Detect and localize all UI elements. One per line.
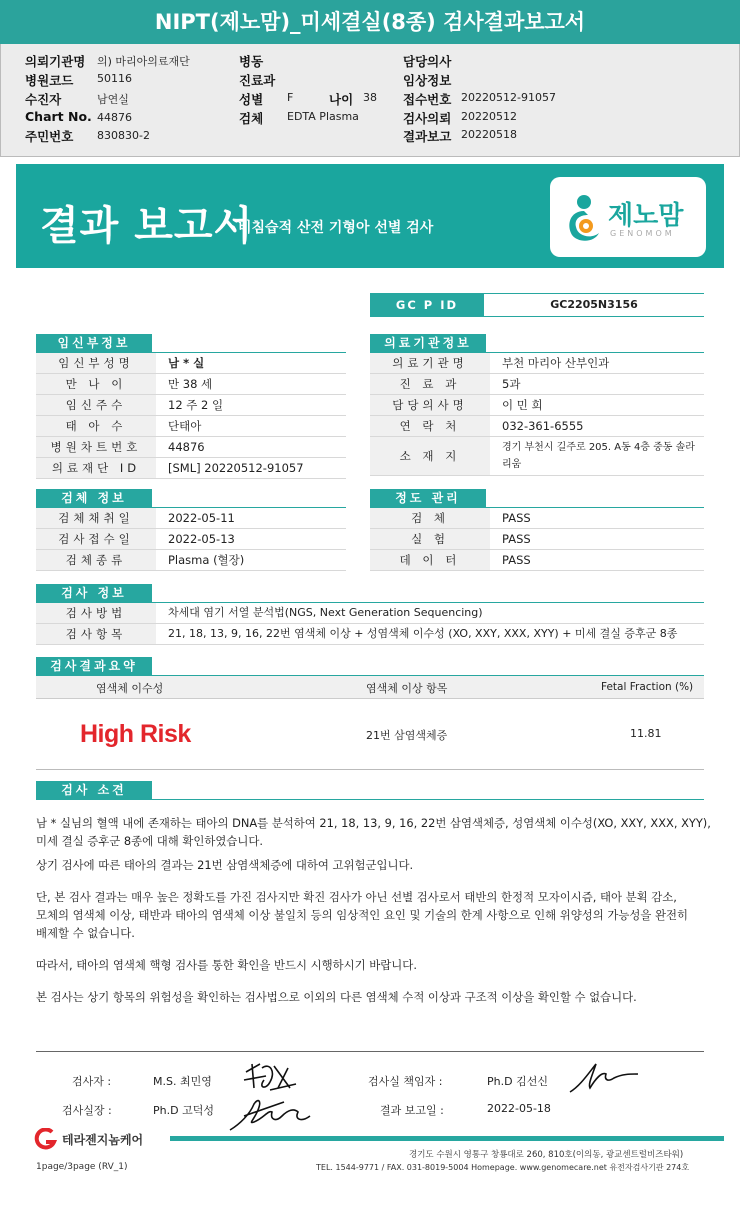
info-row-key: 검 체 [370, 508, 490, 528]
footer-bar [170, 1136, 724, 1141]
info-row-key: 검사항목 [36, 624, 156, 644]
info-row-value: 만 38 세 [168, 377, 213, 391]
info-row-key: 의료재단 ID [36, 458, 156, 478]
company-address: 경기도 수원시 영통구 창룡대로 260, 810호(이의동, 광교센트럴비즈타워) [409, 1150, 684, 1160]
findings-section [36, 781, 704, 800]
logo-mother-icon [562, 193, 606, 243]
info-row-value: 21, 18, 13, 9, 16, 22번 염색체 이상 + 성염색체 이수성 (XO, XXY, XXX, XYY) + 미세 결실 증후군 8종 [168, 627, 678, 640]
logo-text: 제노맘 [608, 201, 684, 231]
chief-signature-icon [566, 1058, 642, 1098]
fetal-fraction-value: 11.81 [630, 727, 662, 740]
info-row-key: 병원차트번호 [36, 437, 156, 457]
info-row-key: 연 락 처 [370, 416, 490, 436]
info-row [370, 508, 704, 529]
institution-value: 의) 마리아의료재단 [97, 55, 190, 68]
info-row-key: 의료기관명 [370, 353, 490, 373]
info-row [36, 374, 346, 395]
info-row [36, 603, 704, 624]
findings-heading: 검사 소견 [36, 781, 152, 799]
director-signature-icon [224, 1094, 314, 1134]
qc-section [370, 489, 704, 571]
info-row [36, 353, 346, 374]
findings-text [36, 814, 716, 1006]
info-row [36, 437, 346, 458]
info-row-key: 태 아 수 [36, 416, 156, 436]
info-row [36, 529, 346, 550]
info-row [370, 416, 704, 437]
banner-title: 결과 보고서 [40, 203, 254, 249]
info-row-value: 12 주 2 일 [168, 398, 224, 412]
info-row-value: 2022-05-11 [168, 511, 235, 525]
address-key: 소 재 지 [370, 437, 490, 475]
age-value: 38 [363, 91, 377, 104]
specimen-info-section [36, 489, 346, 571]
info-row [36, 508, 346, 529]
info-row-value: 단태아 [168, 419, 202, 433]
hospital-code-label: 병원코드 [25, 73, 74, 88]
pregnant-info-heading: 임신부정보 [36, 334, 152, 352]
sex-value: F [287, 91, 294, 104]
info-row-value: PASS [502, 553, 531, 567]
info-row [36, 550, 346, 571]
recipient-value: 남연실 [97, 93, 129, 106]
qc-heading: 정도 관리 [370, 489, 486, 507]
info-row-value: 남 * 실 [168, 356, 205, 370]
info-row-value: 5과 [502, 377, 521, 391]
report-date: 2022-05-18 [487, 1102, 551, 1115]
report-label: 결과보고 [403, 129, 452, 144]
info-row [36, 416, 346, 437]
report-title: NIPT(제노맘)_미세결실(8종) 검사결과보고서 [0, 0, 740, 44]
info-row [370, 374, 704, 395]
address-value [502, 439, 702, 470]
doctor-label: 담당의사 [403, 54, 452, 69]
company-name: 테라젠지놈케어 [62, 1133, 144, 1147]
finding-p1b: 미세 결실 증후군 8종에 대해 확인하였습니다. [36, 834, 264, 848]
report-date-label: 결과 보고일 : [380, 1104, 444, 1117]
resident-label: 주민번호 [25, 129, 74, 144]
tester-name: M.S. 최민영 [153, 1075, 212, 1088]
institution-info-heading: 의료기관정보 [370, 334, 486, 352]
info-row [36, 395, 346, 416]
company-contact: TEL. 1544-9771 / FAX. 031-8019-5004 Homepage. www.genomecare.net 유전자검사기관 274호 [316, 1163, 690, 1172]
patient-info-panel [0, 44, 740, 157]
gcpid-value: GC2205N3156 [550, 298, 638, 311]
gcpid-label: GC P ID [370, 294, 484, 316]
institution-label: 의뢰기관명 [25, 54, 86, 69]
resident-value: 830830-2 [97, 129, 150, 142]
info-row-key: 임신주수 [36, 395, 156, 415]
summary-col2: 염색체 이상 항목 [366, 682, 448, 695]
info-row-key: 검사접수일 [36, 529, 156, 549]
info-row [370, 550, 704, 571]
info-row-key: 담당의사명 [370, 395, 490, 415]
ward-label: 병동 [239, 54, 264, 69]
info-row-value: Plasma (혈장) [168, 553, 245, 567]
summary-heading: 검사결과요약 [36, 657, 152, 675]
gcpid-row [370, 293, 704, 317]
info-row-key: 검사방법 [36, 603, 156, 623]
info-row [36, 458, 346, 479]
dept-label: 진료과 [239, 73, 276, 88]
info-row-key: 진 료 과 [370, 374, 490, 394]
banner-subtitle: 비침습적 산전 기형아 선별 검사 [238, 220, 434, 236]
abnormal-item: 21번 삼염색체증 [366, 729, 448, 742]
clinical-label: 임상정보 [403, 73, 452, 88]
address-row [370, 437, 704, 476]
info-row-value: 부천 마리아 산부인과 [502, 356, 610, 370]
summary-col1: 염색체 이수성 [96, 682, 164, 695]
info-row-value: 차세대 염기 서열 분석법(NGS, Next Generation Sequencing) [168, 606, 483, 619]
finding-p1a: 남 * 실님의 혈액 내에 존재하는 태아의 DNA를 분석하여 21, 18, 13, 9, 16, 22번 삼염색체증, 성염색체 이수성(XO, XXY, XXX, XYY), [36, 816, 711, 830]
info-row-value: [SML] 20220512-91057 [168, 461, 304, 475]
chief-name: Ph.D 김선신 [487, 1075, 548, 1088]
genomom-logo [550, 177, 706, 257]
finding-p3b: 모체의 염색체 이상, 태반과 태아의 염색체 이상 불일치 등의 임상적인 요인 및 기술의 한계 사항으로 인해 위양성의 가능성을 완전히 [36, 908, 688, 922]
report-banner [16, 164, 724, 268]
chart-label: Chart No. [25, 109, 92, 124]
tester-label: 검사자 : [72, 1075, 112, 1088]
finding-p2: 상기 검사에 따른 태아의 결과는 21번 삼염색체증에 대하여 고위험군입니다. [36, 858, 414, 872]
risk-result: High Risk [80, 720, 191, 748]
specimen-label: 검체 [239, 111, 264, 126]
info-row-value: 44876 [168, 440, 205, 454]
test-info-section [36, 584, 704, 645]
receipt-value: 20220512-91057 [461, 91, 556, 104]
info-row-value: PASS [502, 532, 531, 546]
info-row-key: 데 이 터 [370, 550, 490, 570]
info-row-value: 이 민 희 [502, 398, 543, 412]
request-label: 검사의뢰 [403, 111, 452, 126]
receipt-label: 접수번호 [403, 92, 452, 107]
request-value: 20220512 [461, 110, 517, 123]
summary-col3: Fetal Fraction (%) [601, 681, 694, 693]
logo-subtext: GENOMOM [610, 229, 675, 238]
director-name: Ph.D 고덕성 [153, 1104, 214, 1117]
info-row [370, 395, 704, 416]
info-row [36, 624, 704, 645]
info-row [370, 529, 704, 550]
page-number: 1page/3page (RV_1) [36, 1162, 128, 1172]
institution-info-section [370, 334, 704, 476]
address-line1: 경기 부천시 길주로 205. A동 4층 중동 솔라 [502, 442, 695, 453]
info-row-key: 실 험 [370, 529, 490, 549]
info-row-key: 만 나 이 [36, 374, 156, 394]
tester-signature-icon [240, 1058, 300, 1096]
chart-value: 44876 [97, 111, 132, 124]
report-value: 20220518 [461, 128, 517, 141]
hospital-code-value: 50116 [97, 72, 132, 85]
specimen-info-heading: 검체 정보 [36, 489, 152, 507]
pregnant-info-section [36, 334, 346, 479]
chief-label: 검사실 책임자 : [368, 1075, 443, 1088]
address-line2: 리움 [502, 459, 522, 470]
finding-p3c: 배제할 수 없습니다. [36, 926, 135, 940]
info-row-key: 검체종류 [36, 550, 156, 570]
info-row-key: 임신부성명 [36, 353, 156, 373]
age-label: 나이 [329, 92, 354, 107]
finding-p5: 본 검사는 상기 항목의 위험성을 확인하는 검사법으로 이외의 다른 염색체 수적 이상과 구조적 이상을 확인할 수 없습니다. [36, 990, 637, 1004]
info-row-value: 2022-05-13 [168, 532, 235, 546]
recipient-label: 수진자 [25, 92, 62, 107]
summary-section [36, 657, 704, 748]
specimen-value: EDTA Plasma [287, 110, 359, 123]
director-label: 검사실장 : [62, 1104, 112, 1117]
summary-header-row [36, 675, 704, 699]
info-row-key: 검체채취일 [36, 508, 156, 528]
info-row-value: 032-361-6555 [502, 419, 584, 433]
sex-label: 성별 [239, 92, 264, 107]
info-row-value: PASS [502, 511, 531, 525]
company-logo-icon [32, 1128, 58, 1150]
test-info-heading: 검사 정보 [36, 584, 152, 602]
finding-p4: 따라서, 태아의 염색체 핵형 검사를 통한 확인을 반드시 시행하시기 바랍니다. [36, 958, 417, 972]
finding-p3a: 단, 본 검사 결과는 매우 높은 정확도를 가진 검사지만 확진 검사가 아닌 선별 검사로서 태반의 한정적 모자이시즘, 태아 분획 감소, [36, 890, 677, 904]
info-row [370, 353, 704, 374]
